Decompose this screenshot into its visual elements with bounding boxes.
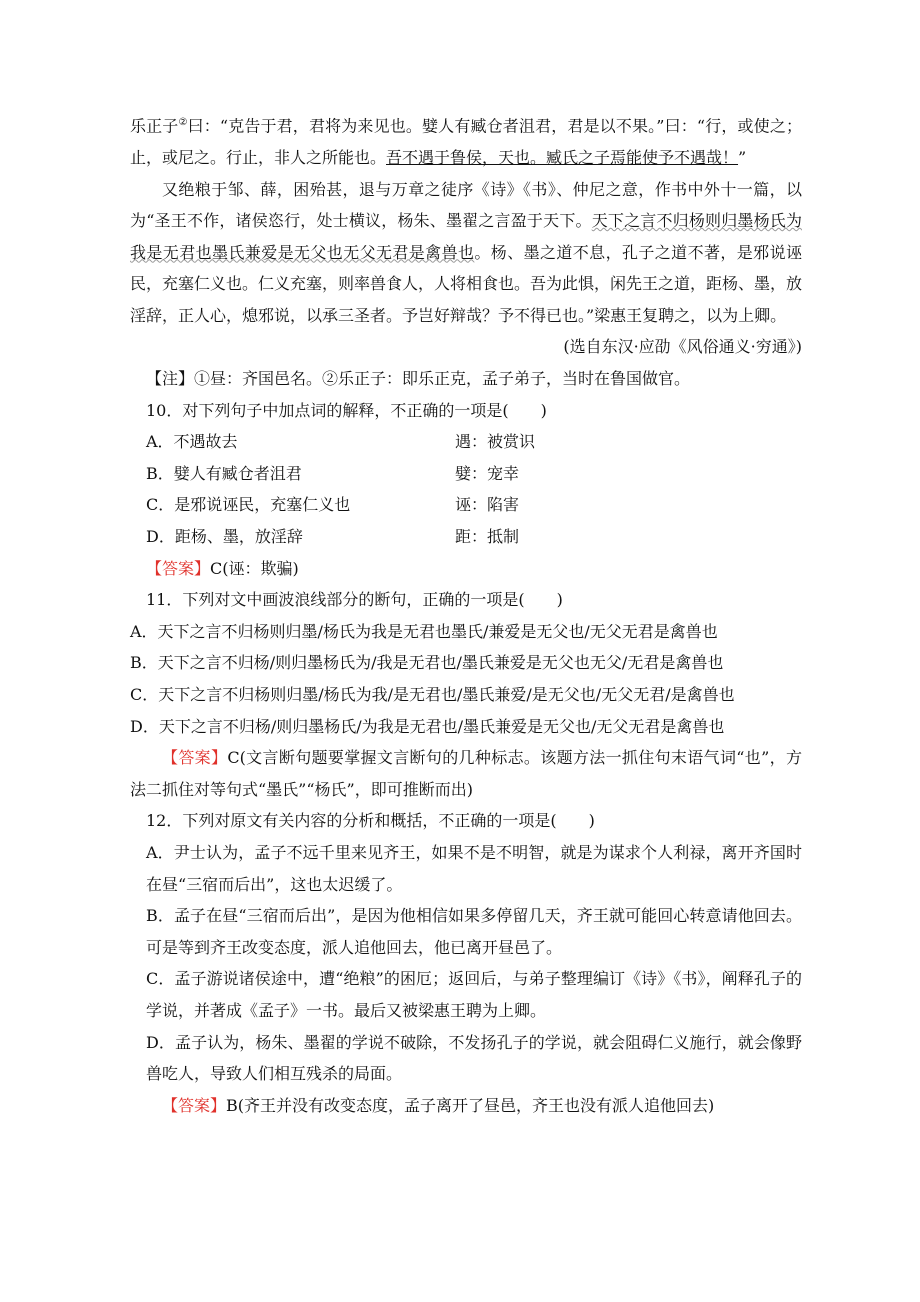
q10-option-b [130, 458, 802, 490]
answer-text: B(齐王并没有改变态度，孟子离开了昼邑，齐王也没有派人追他回去) [226, 1095, 715, 1115]
answer-text: C(诬：欺骗) [210, 558, 299, 578]
q11-option-d: D．天下之言不归杨/则归墨杨氏/为我是无君也/墨氏兼爱是无父也/无父无君是禽兽也 [130, 716, 725, 736]
text: 乐正子 [130, 116, 179, 136]
option-text: D．距杨、墨，放淫辞 [146, 527, 303, 547]
q10-option-d [130, 521, 802, 553]
text: 又绝粮于邹、薛，困殆甚，退与万章之徒序《诗》《书》、仲尼之意，作书中外十一篇，以为“圣王不作，诸侯恣行，处士横议，杨朱、墨翟之言盈于天下。 [130, 179, 802, 231]
option-explanation: 嬖：宠幸 [455, 463, 520, 483]
footnote-mark: ② [178, 117, 188, 128]
passage-paragraph [130, 174, 802, 332]
answer-text: C(文言断句题要掌握文言断句的几种标志。该题方法一抓住句末语气词“也”，方法二抓住对等句式“墨氏”“杨氏”，即可推断而出) [130, 748, 802, 799]
option-text: C．是邪说诬民，充塞仁义也 [146, 495, 351, 515]
q11-answer [130, 742, 802, 805]
answer-label: 【答案】 [162, 1095, 227, 1115]
q11-option-b: B．天下之言不归杨/则归墨杨氏为/我是无君也/墨氏兼爱是无父也无父/无君是禽兽也 [130, 653, 724, 673]
text: 曰：“克告于君，君将为来见也。嬖人有臧仓者沮君，君是以不果。”曰：“行，或使之；止，或尼之。行止，非人之所能也。 [130, 116, 802, 167]
q12-option-b: B．孟子在昼“三宿而后出”，是因为他相信如果多停留几天，齐王就可能回心转意请他回去。可是等到齐王改变态度，派人追他回去，他已离开昼邑了。 [146, 906, 802, 957]
q10-option-c [130, 489, 802, 521]
q11-option-c: C．天下之言不归杨则归墨/杨氏为我/是无君也/墨氏兼爱/是无父也/无父无君/是禽兽也 [130, 685, 735, 705]
annotation-note: 【注】①昼：齐国邑名。②乐正子：即乐正克，孟子弟子，当时在鲁国做官。 [146, 369, 691, 389]
wavy-underlined-sentence: 天下之言不归杨则归墨杨氏为我是无君也墨氏兼爱是无父也无父无君是禽兽也 [130, 211, 802, 262]
q12-answer [130, 1090, 802, 1122]
question-12-stem: 12．下列对原文有关内容的分析和概括，不正确的一项是( ) [146, 811, 595, 831]
q10-answer [130, 553, 802, 585]
q12-option-d: D．孟子认为，杨朱、墨翟的学说不破除，不发扬孔子的学说，就会阻碍仁义施行，就会像野兽吃人，导致人们相互残杀的局面。 [146, 1032, 802, 1084]
option-explanation: 诬：陷害 [455, 495, 520, 515]
text: ” [738, 147, 747, 167]
text: 。杨、墨之道不息，孔子之道不著，是邪说诬民，充塞仁义也。仁义充塞，则率兽食人，人将相食也。吾为此惧，闲先王之道，距杨、墨，放淫辞，正人心，熄邪说，以承三圣者。予岂好辩哉？予不得已也。”梁惠王复聘之，以为上卿。 [130, 242, 803, 325]
option-explanation: 遇：被赏识 [455, 432, 536, 452]
underlined-sentence: 吾不遇于鲁侯，天也。臧氏之子焉能使予不遇哉！ [386, 147, 739, 167]
question-11-stem: 11．下列对文中画波浪线部分的断句，正确的一项是( ) [146, 590, 563, 610]
document-body [130, 107, 802, 1121]
answer-label: 【答案】 [146, 558, 211, 578]
question-10-stem: 10．对下列句子中加点词的解释，不正确的一项是( ) [146, 400, 547, 420]
option-text: A．不遇故去 [146, 432, 238, 452]
q10-option-a [130, 426, 802, 458]
source-citation: (选自东汉·应劭《风俗通义·穷通》) [563, 337, 802, 357]
option-explanation: 距：抵制 [455, 527, 520, 547]
q11-option-a: A．天下之言不归杨则归墨/杨氏为我是无君也墨氏/兼爱是无父也/无父无君是禽兽也 [130, 621, 718, 641]
answer-label: 【答案】 [162, 748, 228, 768]
option-text: B．嬖人有臧仓者沮君 [146, 463, 302, 483]
q12-option-a: A．尹士认为，孟子不远千里来见齐王，如果不是不明智，就是为谋求个人利禄，离开齐国时在昼“三宿而后出”，这也太迟缓了。 [146, 842, 802, 894]
passage-paragraph [130, 107, 802, 174]
q12-option-c: C．孟子游说诸侯途中，遭“绝粮”的困厄；返回后，与弟子整理编订《诗》《书》，阐释孔子的学说，并著成《孟子》一书。最后又被梁惠王聘为上卿。 [146, 969, 802, 1020]
